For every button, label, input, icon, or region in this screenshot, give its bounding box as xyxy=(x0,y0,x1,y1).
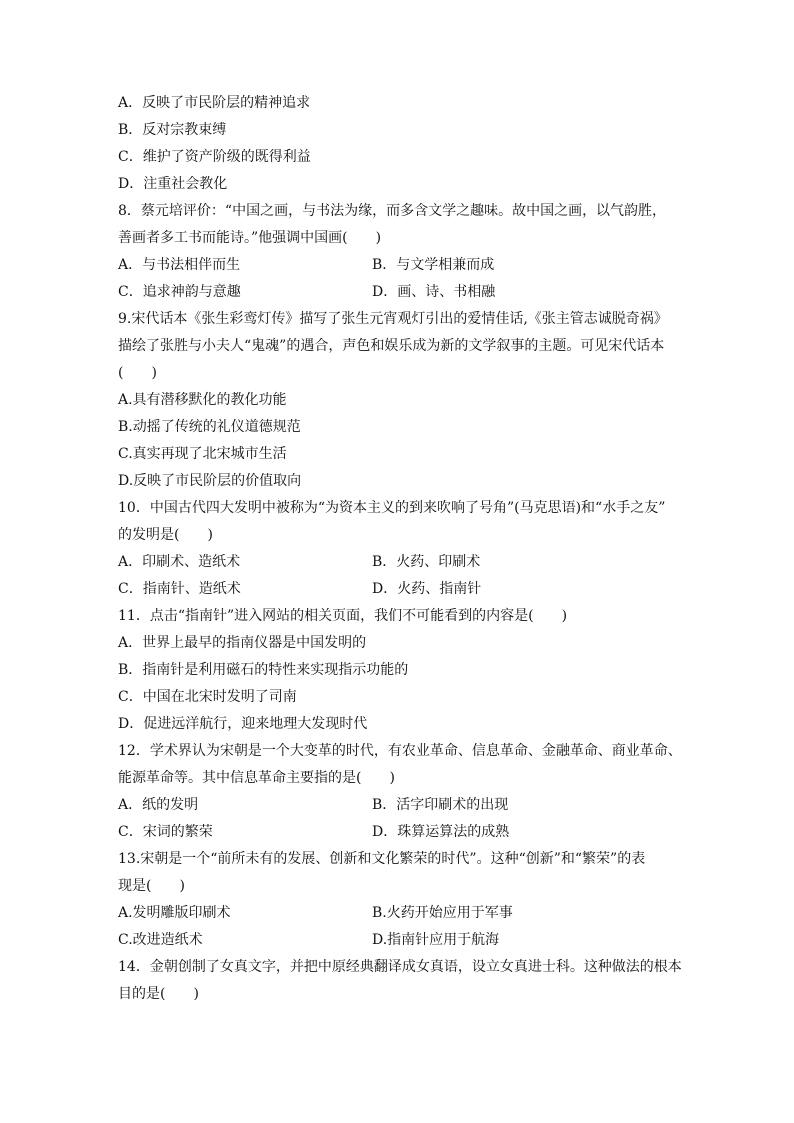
q8-option-b: B．与文学相兼而成 xyxy=(372,257,495,273)
q12-option-a: A．纸的发明 xyxy=(118,797,199,813)
q11-stem-line1: 11．点击“指南针”进入网站的相关页面，我们不可能看到的内容是( ) xyxy=(118,608,568,624)
q13-option-a: A.发明雕版印刷术 xyxy=(118,905,231,921)
q13-options-row2 xyxy=(118,927,678,954)
q9-option-c: C.真实再现了北宋城市生活 xyxy=(118,446,287,462)
q13-stem-line2: 现是( ) xyxy=(118,878,185,894)
q11-option-c: C．中国在北宋时发明了司南 xyxy=(118,689,297,705)
q13-option-d: D.指南针应用于航海 xyxy=(372,932,500,948)
q11-option-b: B．指南针是利用磁石的特性来实现指示功能的 xyxy=(118,662,409,678)
q10-option-a: A．印刷术、造纸术 xyxy=(118,554,241,570)
q9-stem-line3: ( ) xyxy=(118,365,157,381)
q12-option-c: C．宋词的繁荣 xyxy=(118,824,213,840)
q13-options-row1 xyxy=(118,900,678,927)
q10-stem-line2: 的发明是( ) xyxy=(118,527,213,543)
q12-option-b: B．活字印刷术的出现 xyxy=(372,797,509,813)
q11-option-d: D．促进远洋航行，迎来地理大发现时代 xyxy=(118,716,368,732)
q8-option-a: A．与书法相伴而生 xyxy=(118,257,241,273)
q7-option-c: C．维护了资产阶级的既得利益 xyxy=(118,149,311,165)
q10-options-row2 xyxy=(118,576,678,603)
q13-option-b: B.火药开始应用于军事 xyxy=(372,905,513,921)
q13-stem-line1: 13.宋朝是一个“前所未有的发展、创新和文化繁荣的时代”。这种“创新”和“繁荣”的表 xyxy=(118,851,646,867)
q10-option-b: B．火药、印刷术 xyxy=(372,554,481,570)
q9-stem-line2: 描绘了张胜与小夫人“鬼魂”的遇合，声色和娱乐成为新的文学叙事的主题。可见宋代话本 xyxy=(118,338,665,354)
q12-stem-line2: 能源革命等。其中信息革命主要指的是( ) xyxy=(118,770,395,786)
q11-option-a: A．世界上最早的指南仪器是中国发明的 xyxy=(118,635,367,651)
q7-option-b: B．反对宗教束缚 xyxy=(118,122,227,138)
q10-option-c: C．指南针、造纸术 xyxy=(118,581,241,597)
q12-options-row1 xyxy=(118,792,678,819)
question-list xyxy=(118,90,682,1008)
q9-option-b: B.动摇了传统的礼仪道德规范 xyxy=(118,419,301,435)
q8-stem-line1: 8．蔡元培评价：“中国之画，与书法为缘，而多含文学之趣味。故中国之画，以气韵胜， xyxy=(118,203,667,219)
q12-stem-line1: 12．学术界认为宋朝是一个大变革的时代，有农业革命、信息革命、金融革命、商业革命、 xyxy=(118,743,682,759)
q8-options-row2 xyxy=(118,279,678,306)
q7-option-d: D．注重社会教化 xyxy=(118,176,228,192)
q14-stem-line1: 14．金朝创制了女真文字，并把中原经典翻译成女真语，设立女真进士科。这种做法的根本 xyxy=(118,959,682,975)
q9-option-a: A.具有潜移默化的教化功能 xyxy=(118,392,287,408)
q8-stem-line2: 善画者多工书而能诗。”他强调中国画( ) xyxy=(118,230,382,246)
q10-options-row1 xyxy=(118,549,678,576)
q10-stem-line1: 10．中国古代四大发明中被称为“为资本主义的到来吹响了号角”(马克思语)和“水手之友” xyxy=(118,500,666,516)
q8-option-d: D．画、诗、书相融 xyxy=(372,284,496,300)
q9-option-d: D.反映了市民阶层的价值取向 xyxy=(118,473,302,489)
q12-options-row2 xyxy=(118,819,678,846)
q13-option-c: C.改进造纸术 xyxy=(118,932,203,948)
q9-stem-line1: 9.宋代话本《张生彩鸾灯传》描写了张生元宵观灯引出的爱情佳话,《张主管志诚脱奇祸》 xyxy=(118,311,668,327)
q8-option-c: C．追求神韵与意趣 xyxy=(118,284,241,300)
q7-option-a: A．反映了市民阶层的精神追求 xyxy=(118,95,311,111)
q12-option-d: D．珠算运算法的成熟 xyxy=(372,824,510,840)
q10-option-d: D．火药、指南针 xyxy=(372,581,482,597)
q8-options-row1 xyxy=(118,252,678,279)
q14-stem-line2: 目的是( ) xyxy=(118,986,199,1002)
